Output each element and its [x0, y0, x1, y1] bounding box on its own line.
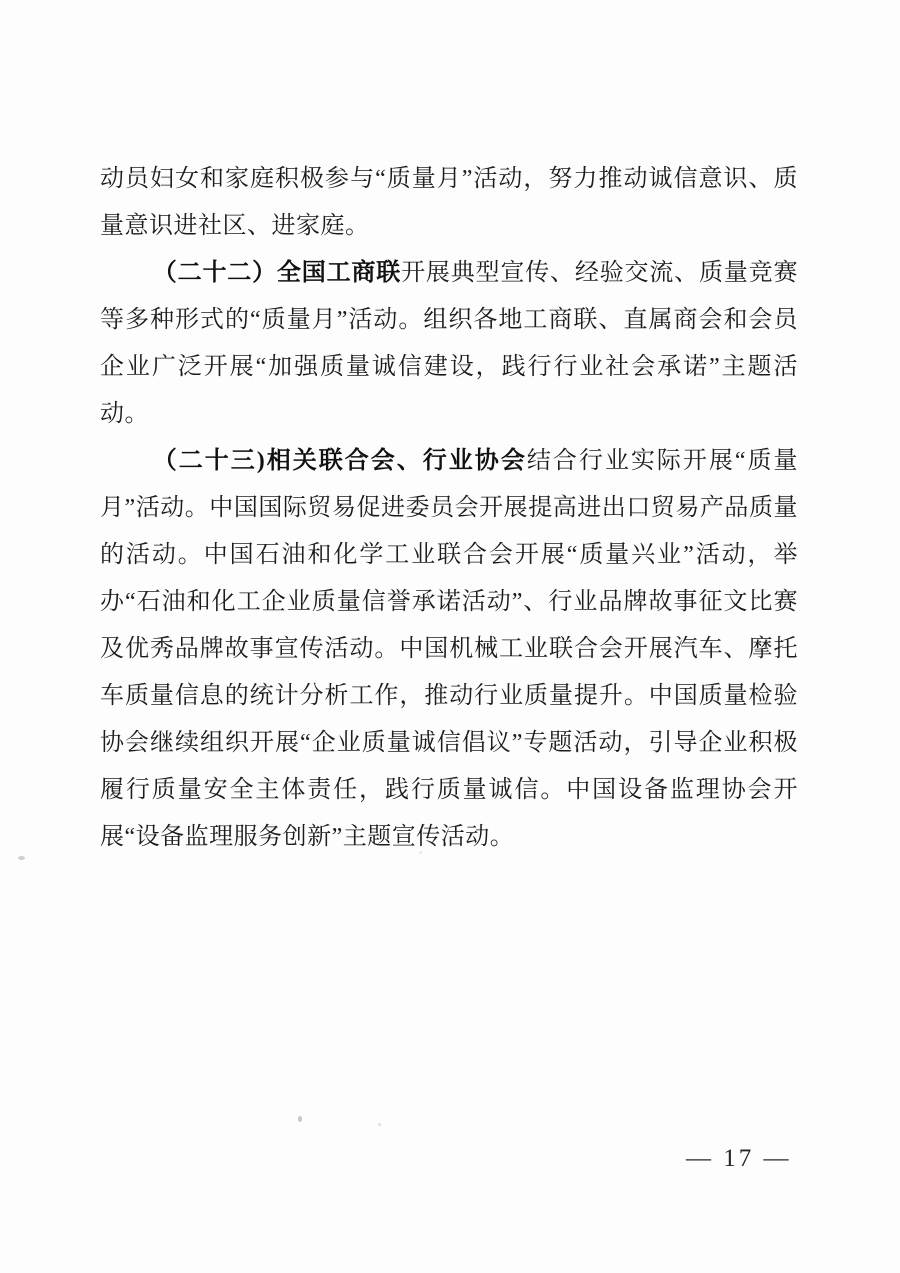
paragraph-lead: （二十三)相关联合会、行业协会 [152, 448, 527, 474]
paragraph-22 [100, 250, 798, 438]
paragraph-text: 结合行业实际开展“质量月”活动。中国国际贸易促进委员会开展提高进出口贸易产品质量的活动。中国石油和化学工业联合会开展“质量兴业”活动，举办“石油和化工企业质量信誉承诺活动”、行业品牌故事征文比赛及优秀品牌故事宣传活动。中国机械工业联合会开展汽车、摩托车质量信息的统计分析工作，推动行业质量提升。中国质量检验协会继续组织开展“企业质量诚信倡议”专题活动，引导企业积极履行质量安全主体责任，践行质量诚信。中国设备监理协会开展“设备监理服务创新”主题宣传活动。 [100, 448, 798, 850]
scan-speck [18, 856, 25, 860]
paragraph-lead: （二十二）全国工商联 [152, 260, 402, 286]
scan-speck [298, 1116, 302, 1122]
paragraph-text: 开展典型宣传、经验交流、质量竞赛等多种形式的“质量月”活动。组织各地工商联、直属商会和会员企业广泛开展“加强质量诚信建设，践行行业社会承诺”主题活动。 [100, 260, 798, 427]
paragraph-continuation [100, 156, 798, 250]
scan-speck [419, 851, 422, 854]
paragraph-text: 动员妇女和家庭积极参与“质量月”活动，努力推动诚信意识、质量意识进社区、进家庭。 [100, 166, 798, 239]
body-text [100, 156, 798, 861]
paragraph-23 [100, 438, 798, 861]
page-number: — 17 — [686, 1145, 792, 1172]
scan-speck [378, 1123, 381, 1126]
